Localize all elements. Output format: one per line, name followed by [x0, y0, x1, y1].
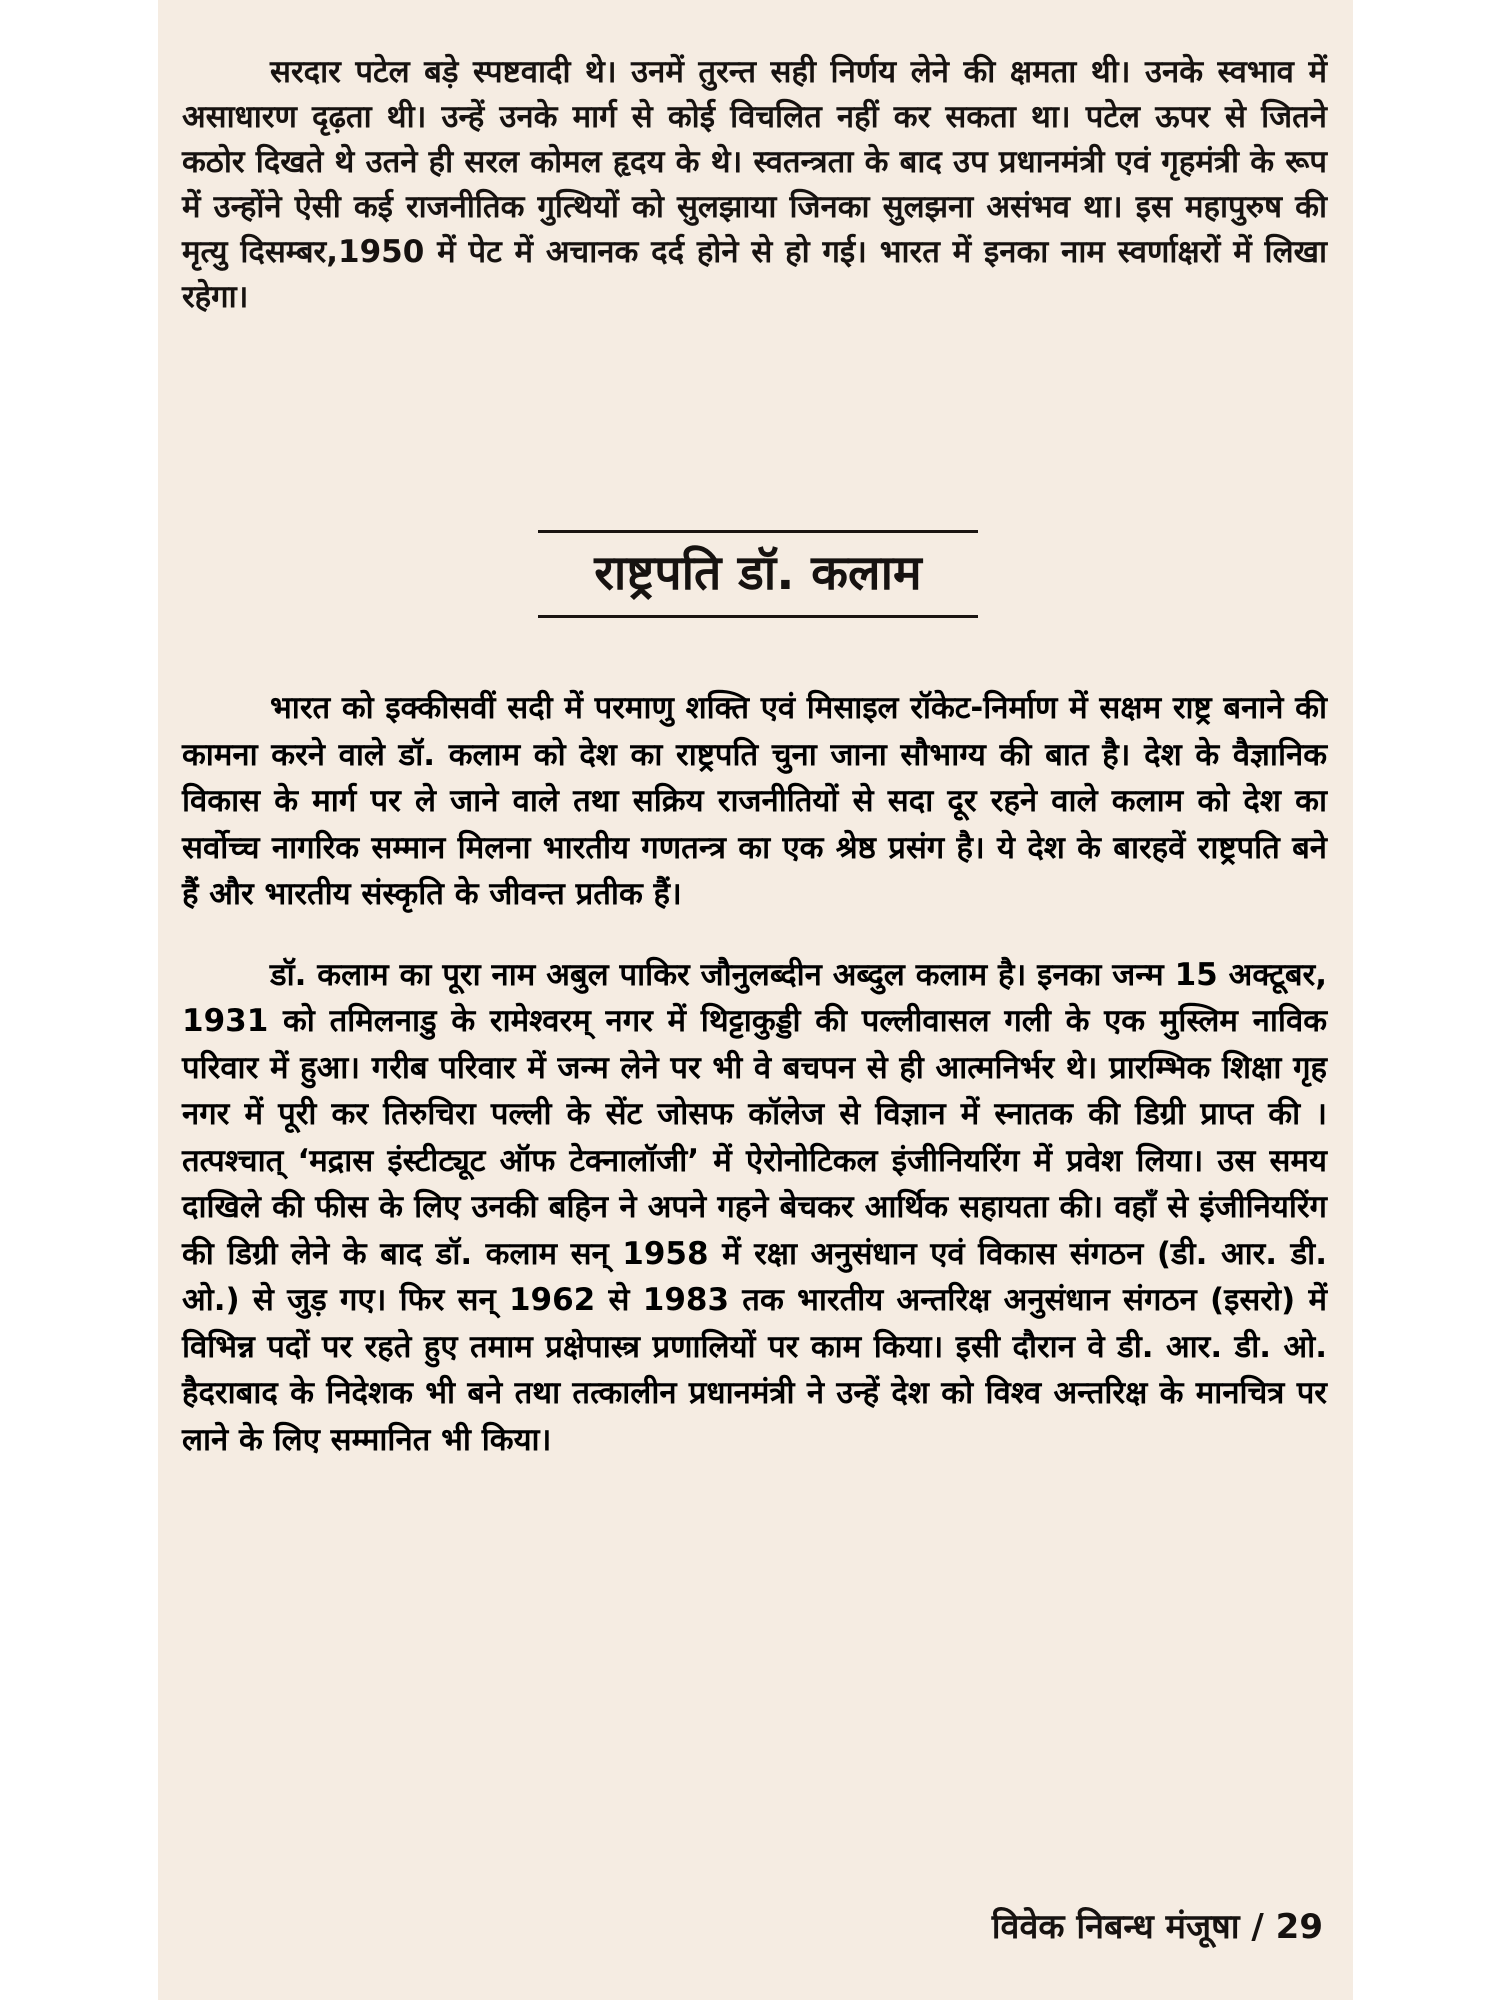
kalam-section: [182, 685, 1327, 1463]
paragraph-patel: सरदार पटेल बड़े स्पष्टवादी थे। उनमें तुरन्त सही निर्णय लेने की क्षमता थी। उनके स्वभाव में असाधारण दृढ़ता थी। उन्हें उनके मार्ग से कोई विचलित नहीं कर सकता था। पटेल ऊपर से जितने कठोर दिखते थे उतने ही सरल कोमल हृदय के थे। स्वतन्त्रता के बाद उप प्रधानमंत्री एवं गृहमंत्री के रूप में उन्होंने ऐसी कई राजनीतिक गुत्थियों को सुलझाया जिनका सुलझना असंभव था। इस महापुरुष की मृत्यु दिसम्बर,1950 में पेट में अचानक दर्द होने से हो गई। भारत में इनका नाम स्वर्णाक्षरों में लिखा रहेगा।: [182, 54, 1327, 315]
section-heading-block: [538, 530, 978, 618]
paragraph-kalam-biography: डॉ. कलाम का पूरा नाम अबुल पाकिर जौनुलब्दीन अब्दुल कलाम है। इनका जन्म 15 अक्टूबर, 1931 को तमिलनाडु के रामेश्वरम् नगर में थिट्टाकुड्डी की पल्लीवासल गली के एक मुस्लिम नाविक परिवार में हुआ। गरीब परिवार में जन्म लेने पर भी वे बचपन से ही आत्मनिर्भर थे। प्रारम्भिक शिक्षा गृह नगर में पूरी कर तिरुचिरा पल्ली के सेंट जोसफ कॉलेज से विज्ञान में स्नातक की डिग्री प्राप्त की । तत्पश्चात् ‘मद्रास इंस्टीट्यूट ऑफ टेक्नालॉजी’ में ऐरोनोटिकल इंजीनियरिंग में प्रवेश लिया। उस समय दाखिले की फीस के लिए उनकी बहिन ने अपने गहने बेचकर आर्थिक सहायता की। वहाँ से इंजीनियरिंग की डिग्री लेने के बाद डॉ. कलाम सन् 1958 में रक्षा अनुसंधान एवं विकास संगठन (डी. आर. डी. ओ.) से जुड़ गए। फिर सन् 1962 से 1983 तक भारतीय अन्तरिक्ष अनुसंधान संगठन (इसरो) में विभिन्न पदों पर रहते हुए तमाम प्रक्षेपास्त्र प्रणालियों पर काम किया। इसी दौरान वे डी. आर. डी. ओ. हैदराबाद के निदेशक भी बने तथा तत्कालीन प्रधानमंत्री ने उन्हें देश को विश्व अन्तरिक्ष के मानचित्र पर लाने के लिए सम्मानित भी किया।: [182, 956, 1327, 1458]
paragraph-kalam-intro: भारत को इक्कीसवीं सदी में परमाणु शक्ति एवं मिसाइल रॉकेट-निर्माण में सक्षम राष्ट्र बनाने की कामना करने वाले डॉ. कलाम को देश का राष्ट्रपति चुना जाना सौभाग्य की बात है। देश के वैज्ञानिक विकास के मार्ग पर ले जाने वाले तथा सक्रिय राजनीतियों से सदा दूर रहने वाले कलाम को देश का सर्वोच्च नागरिक सम्मान मिलना भारतीय गणतन्त्र का एक श्रेष्ठ प्रसंग है। ये देश के बारहवें राष्ट्रपति बने हैं और भारतीय संस्कृति के जीवन्त प्रतीक हैं।: [182, 690, 1327, 912]
book-page: [158, 0, 1353, 2000]
section-heading: राष्ट्रपति डॉ. कलाम: [594, 545, 922, 601]
paragraph-gap: [182, 918, 1327, 952]
top-section: [182, 50, 1327, 320]
page-footer: विवेक निबन्ध मंजूषा / 29: [991, 1907, 1323, 1947]
heading-rule-bottom: [538, 615, 978, 618]
